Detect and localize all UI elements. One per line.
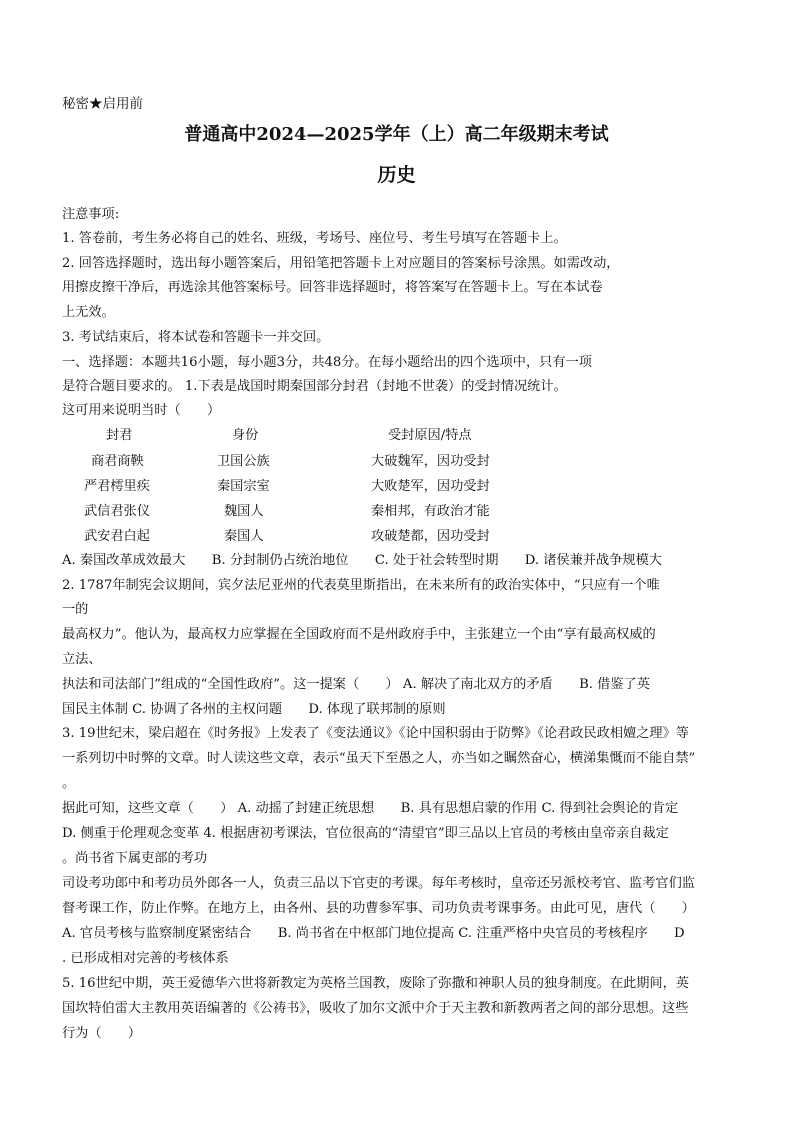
question-text: 。 xyxy=(62,776,76,791)
table-cell: 严君樗里疾 xyxy=(84,479,150,494)
question-text: 2. 1787年制宪会议期间，宾夕法尼亚州的代表莫里斯指出，在未来所有的政治实体中，“只应有一个唯 xyxy=(62,578,660,593)
table-cell: 大败楚军，因功受封 xyxy=(371,479,490,494)
table-cell: 武安君白起 xyxy=(84,529,150,544)
question-text: 行为（ ） xyxy=(62,1026,142,1041)
question-text: A. 官员考核与监察制度紧密结合 B. 尚书省在中枢部门地位提高 C. 注重严格中央官员的考核程序 D xyxy=(62,926,685,941)
question-text: 5. 16世纪中期，英王爱德华六世将新教定为英格兰国教，废除了弥撒和神职人员的独身制度。在此期间，英 xyxy=(62,976,689,991)
table-header: 身份 xyxy=(232,428,259,443)
notice-line: 上无效。 xyxy=(62,305,115,320)
table-cell: 武信君张仪 xyxy=(84,504,150,519)
question-text: 3. 19世纪末，梁启超在《时务报》上发表了《变法通议》《论中国积弱由于防弊》《论君政民政相嬗之理》等 xyxy=(62,726,689,741)
notice-line: 2. 回答选择题时，选出每小题答案后，用铅笔把答题卡上对应题目的答案标号涂黑。如需改动， xyxy=(62,256,620,271)
subject-title: 历史 xyxy=(377,164,416,186)
confidential-label: 秘密★启用前 xyxy=(62,96,143,112)
question-text: D. 侧重于伦理观念变革 4. 根据唐初考课法，官位很高的“清望官”即三品以上官员的考核由皇帝亲自裁定 xyxy=(62,826,669,841)
section-instruction: 一、选择题：本题共16小题，每小题3分，共48分。在每小题给出的四个选项中，只有一项 xyxy=(62,355,592,370)
table-cell: 卫国公族 xyxy=(217,454,270,469)
question-text: 国坎特伯雷大主教用英语编著的《公祷书》，吸收了加尔文派中介于天主教和新教两者之间的部分思想。这些 xyxy=(62,1001,689,1016)
question-text: 一系列切中时弊的文章。时人读这些文章，表示“虽天下至愚之人，亦当如之瞩然奋心，横涕集慨而不能自禁” xyxy=(62,751,696,766)
question-options: A. 秦国改革成效最大 B. 分封制仍占统治地位 C. 处于社会转型时期 D. 诸侯兼并战争规模大 xyxy=(62,553,662,568)
table-header: 受封原因/特点 xyxy=(388,428,472,443)
table-cell: 秦国宗室 xyxy=(217,479,270,494)
notice-line: 1. 答卷前，考生务必将自己的姓名、班级，考场号、座位号、考生号填写在答题卡上。 xyxy=(62,231,567,246)
question-text: 国民主体制 C. 协调了各州的主权问题 D. 体现了联邦制的原则 xyxy=(62,702,446,717)
table-cell: 攻破楚都，因功受封 xyxy=(371,529,490,544)
notice-heading: 注意事项: xyxy=(62,207,120,222)
table-cell: 大破魏军，因功受封 xyxy=(371,454,490,469)
exam-title: 普通高中2024—2025学年（上）高二年级期末考试 xyxy=(184,124,609,145)
question-text: 执法和司法部门”组成的“全国性政府”。这一提案（ ） A. 解决了南北双方的矛盾 B. 借鉴了英 xyxy=(62,677,650,692)
question-text: 立法、 xyxy=(62,652,102,667)
table-cell: 商君商鞅 xyxy=(91,454,144,469)
question-text: 一的 xyxy=(62,602,89,617)
table-cell: 秦相邦，有政治才能 xyxy=(371,504,490,519)
table-header: 封君 xyxy=(106,428,133,443)
table-cell: 秦国人 xyxy=(224,529,264,544)
table-cell: 魏国人 xyxy=(224,504,264,519)
notice-line: 用擦皮擦干净后，再选涂其他答案标号。回答非选择题时，将答案写在答题卡上。写在本试卷 xyxy=(62,280,603,295)
notice-line: 3. 考试结束后，将本试卷和答题卡一并交回。 xyxy=(62,330,330,345)
question-text: 最高权力”。他认为，最高权力应掌握在全国政府而不是州政府手中，主张建立一个由“享有最高权威的 xyxy=(62,627,656,642)
question-stem: 这可用来说明当时（ ） xyxy=(62,403,221,418)
question-text: 督考课工作，防止作弊。在地方上，由各州、县的功曹参军事、司功负责考课事务。由此可见，唐代（ ） xyxy=(62,901,695,916)
question-text: 司设考功郎中和考功员外郎各一人，负责三品以下官吏的考课。每年考核时，皇帝还另派校考官、监考官们监 xyxy=(62,876,695,891)
question-text: . 已形成相对完善的考核体系 xyxy=(62,951,229,966)
question-text: 据此可知，这些文章（ ） A. 动摇了封建正统思想 B. 具有思想启蒙的作用 C. 得到社会舆论的肯定 xyxy=(62,801,679,816)
question-text: 。尚书省下属吏部的考功 xyxy=(62,851,208,866)
section-instruction: 是符合题目要求的。 1.下表是战国时期秦国部分封君（封地不世袭）的受封情况统计。 xyxy=(62,379,567,394)
